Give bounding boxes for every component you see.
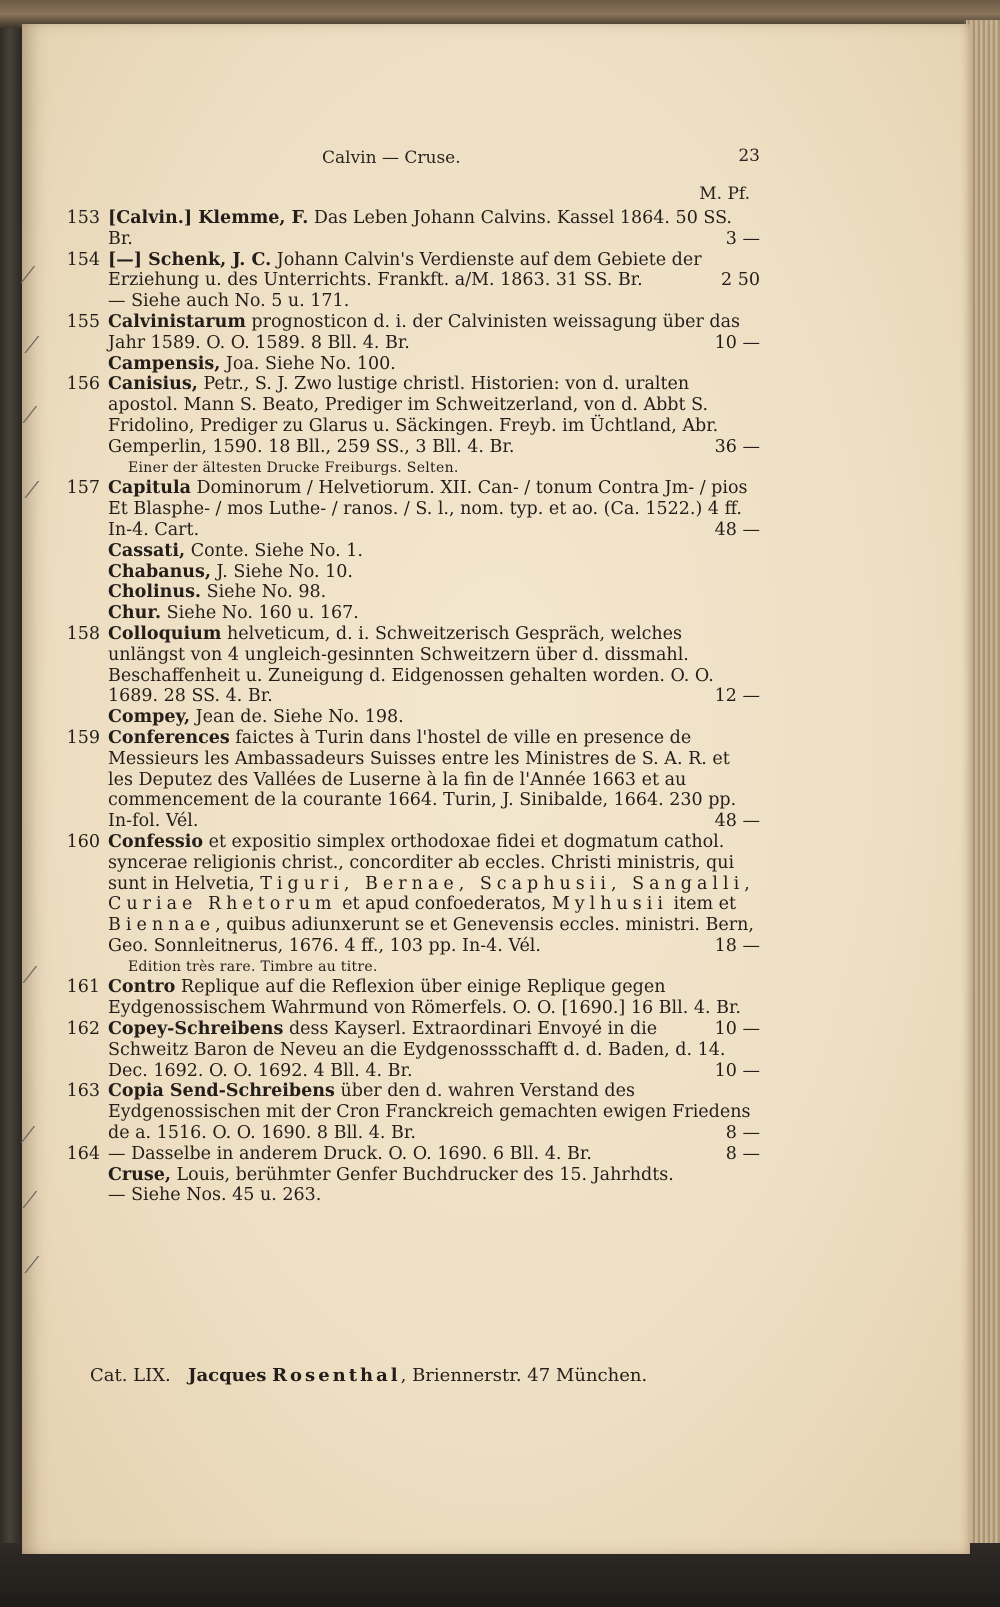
entry-heading: Campensis, — [108, 353, 221, 374]
entry-number: 156 — [66, 374, 100, 395]
entry-text: — Dasselbe in anderem Druck. O. O. 1690. 6 Bll. 4. Br. — [108, 1143, 592, 1164]
catalog-entry — [60, 728, 760, 832]
entry-heading: [—] Schenk, J. C. — [108, 249, 272, 270]
pencil-mark: ⁄ — [30, 479, 34, 504]
catalog-entry — [60, 1019, 760, 1081]
entry-note: Edition très rare. Timbre au titre. — [128, 958, 378, 975]
pencil-mark: ⁄ — [30, 1254, 34, 1279]
pencil-mark: ⁄ — [28, 1189, 32, 1214]
header-title: Calvin — Cruse. — [322, 148, 461, 168]
entry-spaced-text: Tiguri, Bernae, Scaphusii, Sangalli, Curiae Rhetorum — [108, 873, 755, 915]
entry-text: Siehe No. 160 u. 167. — [166, 603, 359, 624]
entry-price: 12 — — [714, 686, 760, 707]
pencil-mark: ⁄ — [28, 964, 32, 989]
entry-heading: Compey, — [108, 707, 191, 728]
catalog-entry — [60, 832, 760, 957]
entry-text: Replique auf die Reflexion über einige Replique gegen Eydgenossischem Wahrmund von Römerfels. O. O. [1690.] 16 Bll. 4. Br. — [108, 977, 741, 1019]
entry-price: 36 — — [714, 436, 760, 457]
entry-text: item et — [673, 894, 737, 915]
entry-price: 3 — — [725, 228, 760, 249]
entry-text: Joa. Siehe No. 100. — [225, 353, 396, 374]
entry-number: 162 — [66, 1019, 100, 1040]
entry-text: , quibus adiunxerunt se et Genevensis eccles. ministri. Bern, Geo. Sonnleitnerus, 1676. 4 ff., 103 pp. In-4. Vél. — [108, 915, 754, 956]
pencil-mark: ⁄ — [26, 1124, 30, 1149]
entry-text: — Siehe Nos. 45 u. 263. — [108, 1185, 322, 1206]
page-number: 23 — [738, 146, 760, 166]
entry-number: 158 — [66, 623, 100, 644]
entry-text: dess Kayserl. Extraordinari Envoyé in die Schweitz Baron de Neveu an die Eydgenossschafft d. d. Baden, d. 14. Dec. 1692. O. O. 1692. 4 Bll. 4. Br. — [108, 1019, 726, 1081]
entry-heading: [Calvin.] Klemme, F. — [108, 208, 309, 228]
entry-number: 155 — [66, 311, 100, 332]
entry-text: et apud confoederatos, — [342, 894, 547, 915]
entry-number: 160 — [66, 831, 100, 852]
entry-text: Jean de. Siehe No. 198. — [195, 707, 404, 728]
entry-heading: Contro — [108, 977, 176, 998]
entry-price: 2 50 — [721, 270, 760, 291]
entry-price: 48 — — [714, 519, 760, 540]
entry-heading: Confessio — [108, 831, 204, 852]
footer-catalog-number: Cat. LIX. — [90, 1365, 171, 1386]
entry-text: faictes à Turin dans l'hostel de ville en presence de Messieurs les Ambassadeurs Suisses entre les Ministres de S. A. R. et les Deputez des Vallées de Luserne à la fin de l'Année 1663 et au commencement de la courante 1664. Turin, J. Sinibalde, 1664. 230 pp. In-fol. Vél. — [108, 727, 737, 832]
entry-heading: Chur. — [108, 603, 162, 624]
entry-text: prognosticon d. i. der Calvinisten weissagung über das Jahr 1589. O. O. 1589. 8 Bll. 4. Br. — [108, 311, 741, 353]
entry-text: helveticum, d. i. Schweitzerisch Gespräch, welches unlängst von 4 ungleich-gesinnten Schweitzern über d. dissmahl. Beschaffenheit u. Zuneigung d. Eidgenossen gehalten worden. O. O. 1689. 28 SS. 4. Br. — [108, 623, 714, 707]
catalog-entry — [60, 541, 760, 562]
entry-heading: Capitula — [108, 478, 191, 499]
entry-heading: Chabanus, — [108, 561, 211, 582]
entry-text: — Siehe auch No. 5 u. 171. — [108, 291, 350, 312]
entry-number: 161 — [66, 977, 100, 998]
catalog-entry — [60, 354, 760, 375]
catalog-entry — [60, 1081, 760, 1143]
catalog-entry — [60, 208, 760, 250]
catalog-entry — [60, 478, 760, 540]
catalog-entry — [60, 582, 760, 603]
entry-number: 159 — [66, 727, 100, 748]
entry-price: 8 — — [725, 1143, 760, 1164]
entry-text: et expositio simplex orthodoxae fidei et dogmatum cathol. syncerae religionis christ., concorditer ab eccles. Christi ministris, qui sunt in Helvetia, — [108, 831, 735, 894]
entry-number: 163 — [66, 1081, 100, 1102]
catalog-entry — [60, 312, 760, 354]
entry-text: J. Siehe No. 10. — [216, 561, 353, 582]
entry-spaced-text: Biennae — [108, 915, 216, 936]
entry-heading: Colloquium — [108, 623, 222, 644]
currency-header: M. Pf. — [699, 184, 750, 204]
entry-heading: Copey-Schreibens — [108, 1019, 284, 1040]
footer-address: , Briennerstr. 47 München. — [400, 1365, 648, 1386]
catalog-entry — [60, 624, 760, 707]
footer-firm-last: Rosenthal — [272, 1365, 401, 1386]
entry-heading: Cholinus. — [108, 582, 202, 603]
entry-price: 10 — — [714, 1019, 760, 1040]
entry-text: über den d. wahren Verstand des Eydgenossischen mit der Cron Franckreich gemachten ewigen Friedens de a. 1516. O. O. 1690. 8 Bll. 4. Br. — [108, 1081, 751, 1144]
entry-heading: Canisius, — [108, 374, 198, 395]
entry-price: 8 — — [725, 1123, 760, 1144]
entry-text: Petr., S. J. Zwo lustige christl. Historien: von d. uralten apostol. Mann S. Beato, Prediger im Schweitzerland, von d. Abbt S. Fridolino, Prediger zu Glarus u. Säckingen. Freyb. im Üchtland, Abr. Gemperlin, 1590. 18 Bll., 259 SS., 3 Bll. 4. Br. — [108, 374, 719, 457]
entry-heading: Conferences — [108, 727, 230, 748]
catalog-entry — [60, 1144, 760, 1165]
footer-firm-first: Jacques — [187, 1365, 267, 1386]
catalog-footer — [90, 1365, 770, 1386]
entry-number: 154 — [66, 249, 100, 270]
entry-text: Dominorum / Helvetiorum. XII. Can- / tonum Contra Jm- / pios Et Blasphe- / mos Luthe- / ranos. / S. l., nom. typ. et ao. (Ca. 1522.) 4 ff. In-4. Cart. — [108, 478, 748, 540]
entry-heading: Calvinistarum — [108, 311, 246, 332]
running-header — [90, 146, 760, 172]
entry-number: 153 — [66, 208, 100, 228]
entry-heading: Cruse, — [108, 1164, 171, 1185]
entry-text: Conte. Siehe No. 1. — [190, 540, 363, 561]
entry-price: 10 — — [714, 332, 760, 353]
entry-price: 10 — — [714, 1060, 760, 1081]
entry-note: Einer der ältesten Drucke Freiburgs. Selten. — [128, 459, 459, 476]
catalog-entry — [60, 291, 760, 312]
entry-number: 164 — [66, 1143, 100, 1164]
entry-heading: Cassati, — [108, 540, 186, 561]
catalog-entry — [60, 603, 760, 624]
pencil-mark: ⁄ — [28, 404, 32, 429]
entry-heading: Copia Send-Schreibens — [108, 1081, 335, 1102]
catalog-entry — [60, 562, 760, 583]
catalog-entry — [60, 707, 760, 728]
entry-text: Das Leben Johann Calvins. Kassel 1864. 50 SS. Br. — [108, 208, 732, 249]
entry-text: Johann Calvin's Verdienste auf dem Gebiete der Erziehung u. des Unterrichts. Frankft. a/M. 1863. 31 SS. Br. — [108, 249, 702, 291]
pencil-mark: ⁄ — [30, 334, 34, 359]
catalog-entry — [60, 1185, 760, 1206]
entry-price: 18 — — [714, 935, 760, 956]
entry-number: 157 — [66, 478, 100, 499]
entry-text: Louis, berühmter Genfer Buchdrucker des 15. Jahrhdts. — [176, 1164, 674, 1185]
entry-text: Siehe No. 98. — [206, 582, 327, 603]
pencil-mark: ⁄ — [26, 264, 30, 289]
catalog-entry — [60, 250, 760, 292]
entry-price: 48 — — [714, 811, 760, 832]
catalog-entry — [60, 374, 760, 457]
catalog-entry — [60, 1165, 760, 1186]
catalog-entries — [60, 208, 760, 1206]
entry-spaced-text: Mylhusii — [551, 894, 668, 915]
